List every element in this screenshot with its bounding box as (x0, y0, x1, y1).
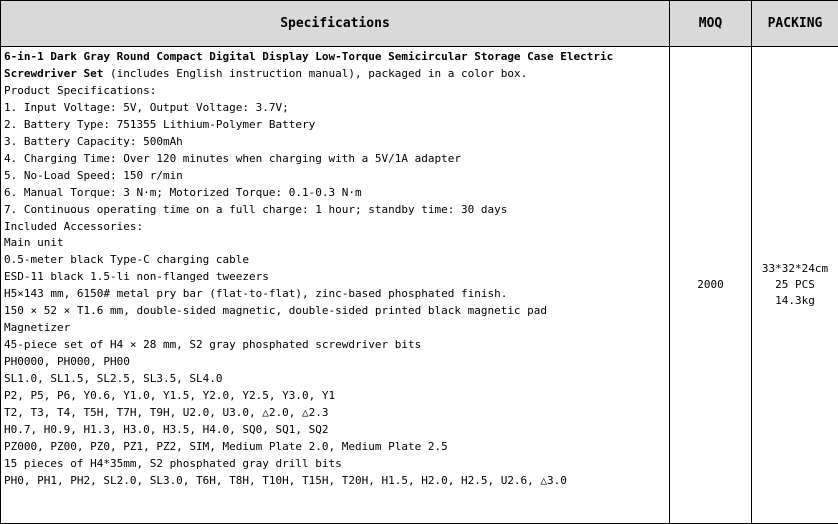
header-moq: MOQ (670, 1, 752, 47)
spec-line: SL1.0, SL1.5, SL2.5, SL3.5, SL4.0 (4, 372, 223, 386)
spec-line: PH0, PH1, PH2, SL2.0, SL3.0, T6H, T8H, T10H, T15H, T20H, H1.5, H2.0, H2.5, U2.6, △3.0 (4, 473, 567, 487)
spec-line: 5. No-Load Speed: 150 r/min (4, 168, 183, 182)
spec-line: 2. Battery Type: 751355 Lithium-Polymer Battery (4, 117, 316, 131)
product-title-rest: (includes English instruction manual), packaged in a color box. (103, 66, 528, 80)
spec-line: 4. Charging Time: Over 120 minutes when charging with a 5V/1A adapter (4, 151, 461, 165)
spec-line: 150 × 52 × T1.6 mm, double-sided magnetic, double-sided printed black magnetic pad (4, 304, 548, 318)
spec-line: 1. Input Voltage: 5V, Output Voltage: 3.7V; (4, 100, 289, 114)
packing-weight: 14.3kg (775, 294, 815, 307)
product-title (4, 49, 666, 83)
packing-dimensions: 33*32*24cm (761, 262, 829, 275)
spec-line: PZ000, PZ00, PZ0, PZ1, PZ2, SIM, Medium Plate 2.0, Medium Plate 2.5 (4, 439, 448, 453)
spec-line: H0.7, H0.9, H1.3, H3.0, H3.5, H4.0, SQ0, SQ1, SQ2 (4, 422, 329, 436)
spec-line: H5×143 mm, 6150# metal pry bar (flat-to-flat), zinc-based phosphated finish. (4, 287, 508, 301)
spec-line: 6. Manual Torque: 3 N·m; Motorized Torque: 0.1-0.3 N·m (4, 185, 362, 199)
spec-line: ESD-11 black 1.5-li non-flanged tweezers (4, 270, 269, 284)
header-row (1, 1, 838, 47)
spec-line: 7. Continuous operating time on a full charge: 1 hour; standby time: 30 days (4, 202, 508, 216)
specifications-cell (1, 47, 670, 524)
product-title-bold: 6-in-1 Dark Gray Round Compact Digital Display Low-Torque Semicircular Storage Case Electric Screwdriver Set (4, 50, 614, 80)
header-packing: PACKING (752, 1, 838, 47)
spec-line: 3. Battery Capacity: 500mAh (4, 134, 183, 148)
spec-line: PH0000, PH000, PH00 (4, 355, 130, 369)
spec-line: T2, T3, T4, T5H, T7H, T9H, U2.0, U3.0, △2.0, △2.3 (4, 406, 329, 420)
spec-line: Product Specifications: (4, 83, 157, 97)
spec-line: 15 pieces of H4*35mm, S2 phosphated gray drill bits (4, 456, 342, 470)
spec-line: Included Accessories: (4, 219, 144, 233)
spec-line: P2, P5, P6, Y0.6, Y1.0, Y1.5, Y2.0, Y2.5, Y3.0, Y1 (4, 389, 336, 403)
packing-quantity: 25 PCS (775, 278, 815, 291)
spec-line: 0.5-meter black Type-C charging cable (4, 253, 250, 267)
packing-cell (752, 47, 838, 524)
moq-cell: 2000 (670, 47, 752, 524)
table-row (1, 47, 838, 524)
header-specifications: Specifications (1, 1, 670, 47)
spec-line: 45-piece set of H4 × 28 mm, S2 gray phosphated screwdriver bits (4, 338, 422, 352)
spec-line: Main unit (4, 236, 64, 250)
spec-line: Magnetizer (4, 321, 71, 335)
